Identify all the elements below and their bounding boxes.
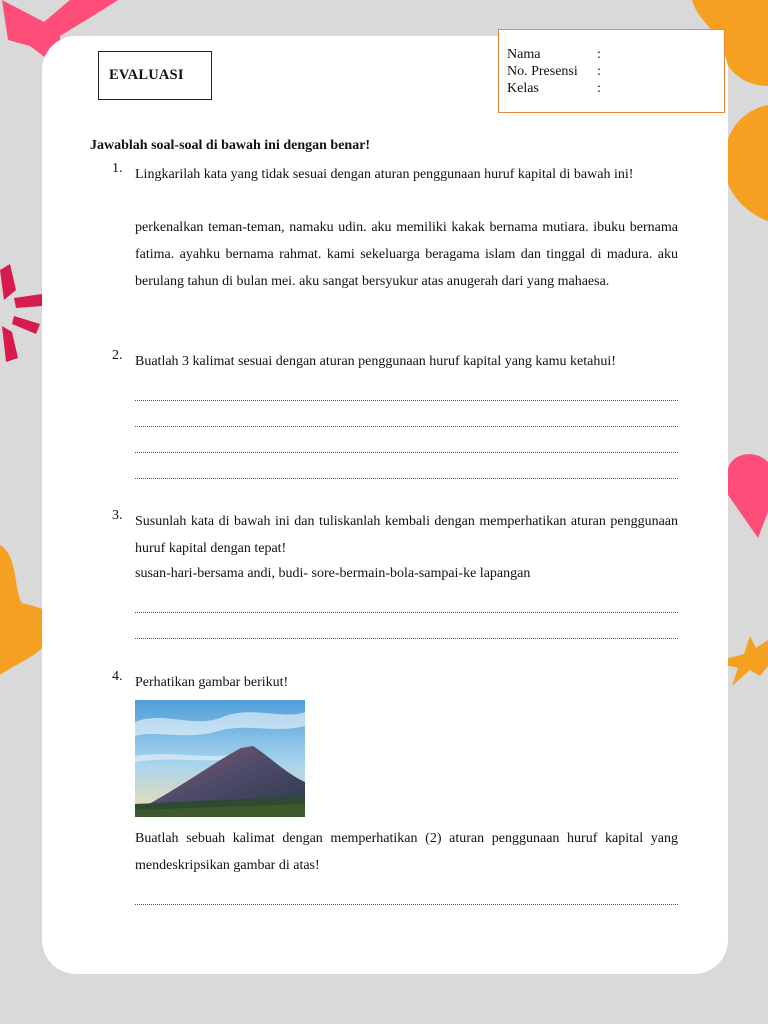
question-number: 4. bbox=[112, 669, 123, 684]
class-label: Kelas bbox=[507, 81, 539, 96]
class-row bbox=[507, 80, 724, 97]
name-row bbox=[507, 46, 724, 63]
student-identity-box bbox=[498, 29, 725, 113]
attendance-number-colon: : bbox=[597, 64, 601, 79]
question-prompt: Perhatikan gambar berikut! bbox=[135, 675, 289, 690]
scrambled-words: susan-hari-bersama andi, budi- sore-bermain-bola-sampai-ke lapangan bbox=[135, 566, 531, 581]
mountain-photo bbox=[135, 700, 305, 817]
page-title: EVALUASI bbox=[98, 51, 212, 100]
question-1 bbox=[112, 161, 678, 295]
question-prompt: Lingkarilah kata yang tidak sesuai dengan aturan penggunaan huruf kapital di bawah ini! bbox=[135, 167, 634, 182]
answer-line[interactable] bbox=[135, 587, 678, 613]
question-4-followup: Buatlah sebuah kalimat dengan memperhatikan (2) aturan penggunaan huruf kapital yang mendeskripsikan gambar di atas! bbox=[135, 831, 678, 873]
answer-line[interactable] bbox=[135, 879, 678, 905]
orange-half-circle-right bbox=[722, 105, 768, 221]
name-colon: : bbox=[597, 47, 601, 62]
answer-line[interactable] bbox=[135, 375, 678, 401]
answer-line[interactable] bbox=[135, 401, 678, 427]
attendance-number-row bbox=[507, 63, 724, 80]
question-number: 3. bbox=[112, 508, 123, 523]
question-prompt: Buatlah 3 kalimat sesuai dengan aturan penggunaan huruf kapital yang kamu ketahui! bbox=[135, 354, 616, 369]
question-2 bbox=[112, 348, 678, 479]
answer-line[interactable] bbox=[135, 613, 678, 639]
attendance-number-label: No. Presensi bbox=[507, 64, 578, 79]
crimson-starburst-left bbox=[0, 260, 46, 364]
question-number: 1. bbox=[112, 161, 123, 176]
class-colon: : bbox=[597, 81, 601, 96]
answer-line[interactable] bbox=[135, 453, 678, 479]
question-number: 2. bbox=[112, 348, 123, 363]
answer-line[interactable] bbox=[135, 427, 678, 453]
general-instruction: Jawablah soal-soal di bawah ini dengan benar! bbox=[90, 138, 371, 153]
question-3 bbox=[112, 508, 678, 639]
name-label: Nama bbox=[507, 47, 541, 62]
question-4 bbox=[112, 669, 678, 905]
question-1-passage: perkenalkan teman-teman, namaku udin. aku memiliki kakak bernama mutiara. ibuku bernama fatima. ayahku bernama rahmat. kami sekeluarga beragama islam dan tinggal di madura. aku berulang tahun di bulan mei. aku sangat bersyukur atas anugerah dari yang mahaesa. bbox=[135, 220, 678, 289]
question-prompt: Susunlah kata di bawah ini dan tuliskanlah kembali dengan memperhatikan aturan penggunaan huruf kapital dengan tepat! bbox=[135, 514, 678, 556]
